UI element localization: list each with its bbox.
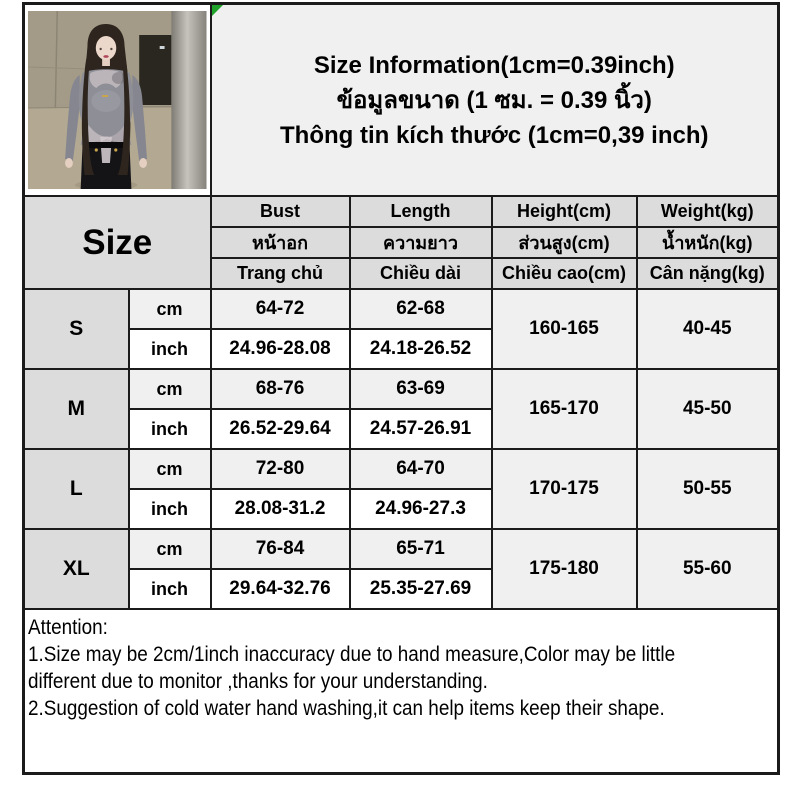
unit-label-cm: cm — [129, 449, 211, 489]
xl-height: 175-180 — [492, 529, 637, 609]
table-row-s-cm — [24, 289, 779, 329]
col-header-length-th: ความยาว — [350, 227, 492, 258]
s-length-cm: 62-68 — [350, 289, 492, 329]
size-column-header: Size — [24, 196, 211, 289]
model-photo-illustration — [28, 11, 207, 189]
attention-cell — [24, 609, 779, 774]
attention-line-1: 1.Size may be 2cm/1inch inaccuracy due to hand measure,Color may be little — [28, 643, 676, 666]
m-bust-inch: 26.52-29.64 — [211, 409, 350, 449]
s-weight: 40-45 — [637, 289, 779, 369]
m-length-cm: 63-69 — [350, 369, 492, 409]
unit-label-inch: inch — [129, 329, 211, 369]
title-cell — [211, 4, 779, 197]
attention-text — [28, 614, 700, 722]
title-block — [212, 48, 778, 153]
col-header-bust-th: หน้าอก — [211, 227, 350, 258]
size-table — [22, 2, 780, 775]
unit-label-inch: inch — [129, 489, 211, 529]
green-corner-marker-icon — [212, 5, 223, 16]
l-weight: 50-55 — [637, 449, 779, 529]
title-thai: ข้อมูลขนาด (1 ซม. = 0.39 นิ้ว) — [336, 86, 652, 114]
col-header-weight-th: น้ำหนัก(kg) — [637, 227, 779, 258]
size-label-l: L — [24, 449, 129, 529]
l-length-inch: 24.96-27.3 — [350, 489, 492, 529]
product-photo — [24, 4, 211, 197]
m-height: 165-170 — [492, 369, 637, 449]
size-label-xl: XL — [24, 529, 129, 609]
s-bust-cm: 64-72 — [211, 289, 350, 329]
col-header-height-en: Height(cm) — [492, 196, 637, 227]
attention-heading: Attention: — [28, 616, 108, 639]
size-label-s: S — [24, 289, 129, 369]
col-header-bust-en: Bust — [211, 196, 350, 227]
title-english: Size Information(1cm=0.39inch) — [313, 51, 675, 79]
table-row-m-cm — [24, 369, 779, 409]
column-header-row-en — [24, 196, 779, 227]
col-header-bust-vi: Trang chủ — [211, 258, 350, 289]
l-height: 170-175 — [492, 449, 637, 529]
col-header-height-th: ส่วนสูง(cm) — [492, 227, 637, 258]
attention-row — [24, 609, 779, 774]
s-length-inch: 24.18-26.52 — [350, 329, 492, 369]
s-bust-inch: 24.96-28.08 — [211, 329, 350, 369]
xl-bust-cm: 76-84 — [211, 529, 350, 569]
l-bust-cm: 72-80 — [211, 449, 350, 489]
col-header-length-vi: Chiều dài — [350, 258, 492, 289]
unit-label-cm: cm — [129, 289, 211, 329]
attention-line-2: different due to monitor ,thanks for your understanding. — [28, 670, 488, 693]
unit-label-cm: cm — [129, 369, 211, 409]
xl-length-cm: 65-71 — [350, 529, 492, 569]
table-row-l-cm — [24, 449, 779, 489]
col-header-weight-vi: Cân nặng(kg) — [637, 258, 779, 289]
m-weight: 45-50 — [637, 369, 779, 449]
l-bust-inch: 28.08-31.2 — [211, 489, 350, 529]
xl-length-inch: 25.35-27.69 — [350, 569, 492, 609]
m-length-inch: 24.57-26.91 — [350, 409, 492, 449]
m-bust-cm: 68-76 — [211, 369, 350, 409]
attention-line-3: 2.Suggestion of cold water hand washing,it can help items keep their shape. — [28, 697, 665, 720]
l-length-cm: 64-70 — [350, 449, 492, 489]
xl-weight: 55-60 — [637, 529, 779, 609]
unit-label-cm: cm — [129, 529, 211, 569]
header-row — [24, 4, 779, 197]
col-header-height-vi: Chiều cao(cm) — [492, 258, 637, 289]
table-row-xl-cm — [24, 529, 779, 569]
unit-label-inch: inch — [129, 409, 211, 449]
xl-bust-inch: 29.64-32.76 — [211, 569, 350, 609]
unit-label-inch: inch — [129, 569, 211, 609]
col-header-weight-en: Weight(kg) — [637, 196, 779, 227]
size-label-m: M — [24, 369, 129, 449]
s-height: 160-165 — [492, 289, 637, 369]
title-vietnamese: Thông tin kích thước (1cm=0,39 inch) — [280, 121, 709, 149]
col-header-length-en: Length — [350, 196, 492, 227]
